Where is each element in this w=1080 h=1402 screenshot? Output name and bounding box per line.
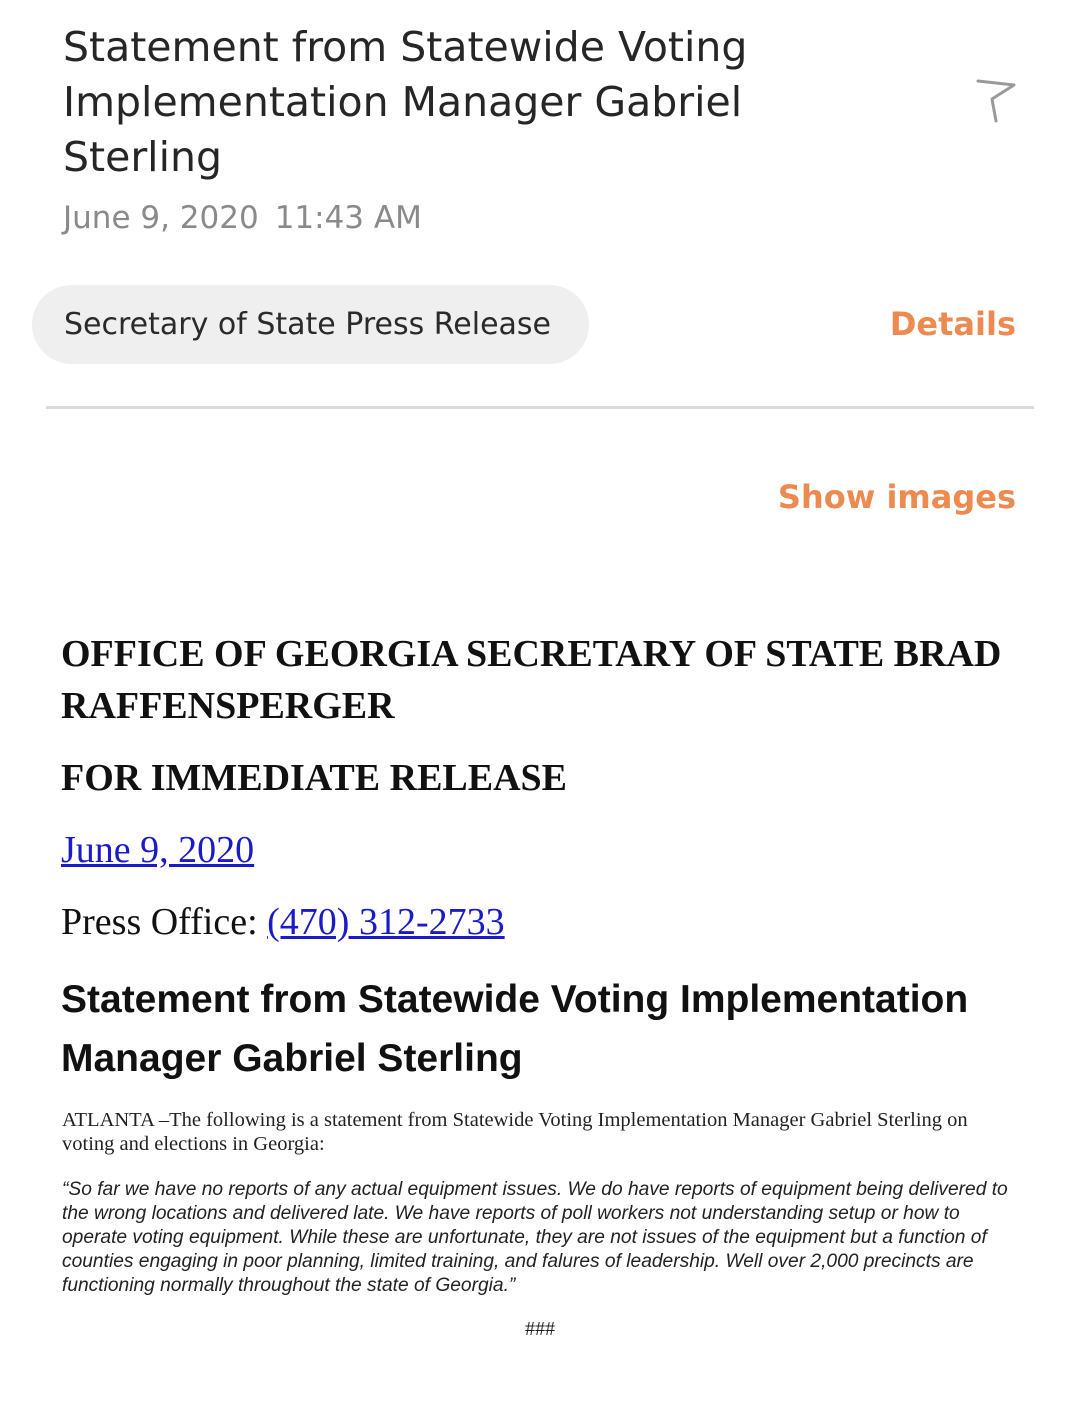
show-images-button[interactable]: Show images xyxy=(777,478,1016,516)
flag-icon[interactable] xyxy=(972,75,1020,127)
release-date-link[interactable]: June 9, 2020 xyxy=(61,829,255,871)
statement-headline: Statement from Statewide Voting Implementation Manager Gabriel Sterling xyxy=(61,978,969,1080)
email-date-value: June 9, 2020 xyxy=(63,200,259,236)
press-phone-link[interactable]: (470) 312-2733 xyxy=(267,901,505,943)
office-heading: OFFICE OF GEORGIA SECRETARY OF STATE BRAD RAFFENSPERGER xyxy=(61,633,1002,727)
email-date xyxy=(63,200,422,236)
end-mark: ### xyxy=(525,1318,555,1340)
email-subject: Statement from Statewide Voting Implementation Manager Gabriel Sterling xyxy=(63,23,748,181)
release-heading: FOR IMMEDIATE RELEASE xyxy=(61,757,568,799)
header-divider xyxy=(46,406,1034,409)
sender-name: Secretary of State Press Release xyxy=(64,307,552,342)
press-office-label: Press Office: xyxy=(61,901,268,943)
statement-quote: “So far we have no reports of any actual equipment issues. We do have reports of equipment being delivered to the wrong locations and delivered late. We have reports of poll workers not understanding setup or how to operate voting equipment. While these are unfortunate, they are not issues of the equipment but a function of counties engaging in poor planning, limited training, and falures of leadership. Well over 2,000 precincts are functioning normally throughout the state of Georgia.” xyxy=(62,1179,1008,1296)
details-button[interactable]: Details xyxy=(889,305,1016,343)
press-office-line xyxy=(61,898,505,946)
statement-intro: ATLANTA –The following is a statement from Statewide Voting Implementation Manager Gabriel Sterling on voting and elections in Georgia: xyxy=(62,1109,968,1155)
sender-chip[interactable] xyxy=(32,285,589,364)
email-time-value: 11:43 AM xyxy=(274,200,422,236)
